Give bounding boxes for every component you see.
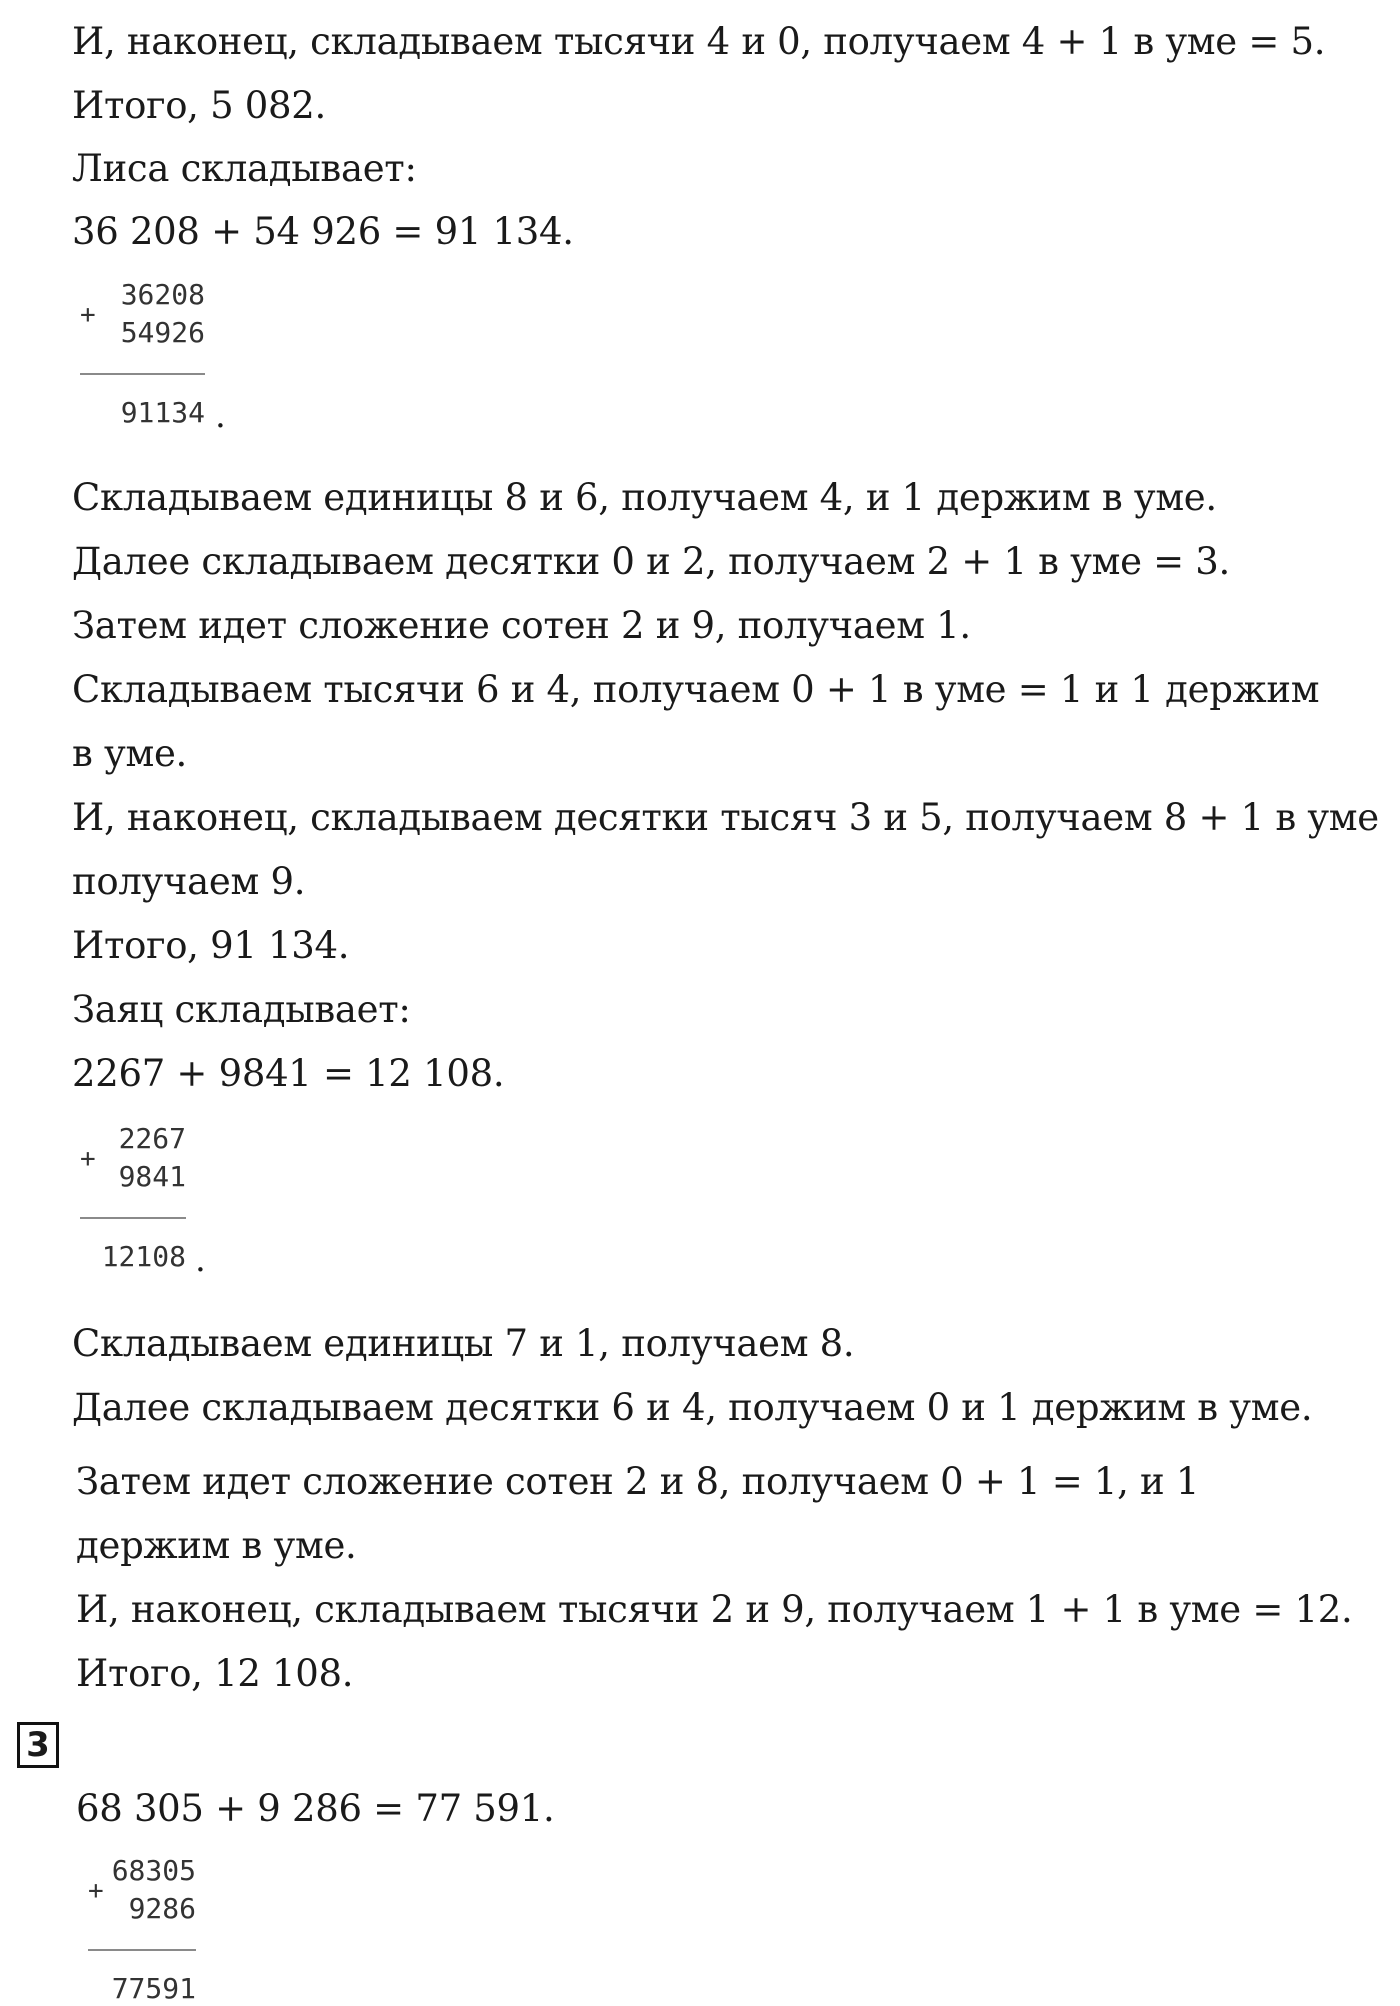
sum-result: 91134	[120, 396, 205, 429]
sum-result: 77591	[111, 1972, 196, 2005]
sum-line	[88, 1949, 196, 1951]
text-line: Лиса складывает:	[72, 147, 417, 190]
task-number-badge: 3	[17, 1722, 59, 1768]
text-line: Затем идет сложение сотен 2 и 9, получаем 1.	[72, 604, 971, 647]
period: .	[195, 1240, 206, 1280]
text-line: И, наконец, складываем десятки тысяч 3 и 5, получаем 8 + 1 в уме	[72, 796, 1379, 839]
period: .	[215, 396, 226, 436]
sum-result: 12108	[101, 1240, 186, 1273]
equation-line: 2267 + 9841 = 12 108.	[72, 1052, 505, 1095]
sum-line	[80, 1217, 186, 1219]
column-addition	[80, 1122, 206, 1282]
addend-top: 2267	[118, 1122, 186, 1155]
text-line: Итого, 5 082.	[72, 84, 326, 127]
plus-sign: +	[80, 1144, 96, 1174]
text-line: Далее складываем десятки 0 и 2, получаем 2 + 1 в уме = 3.	[72, 540, 1231, 583]
text-line: И, наконец, складываем тысячи 4 и 0, получаем 4 + 1 в уме = 5.	[72, 20, 1326, 63]
addend-bottom: 54926	[120, 316, 205, 349]
text-line: держим в уме.	[76, 1524, 357, 1567]
addend-top: 68305	[111, 1854, 196, 1887]
equation-line: 36 208 + 54 926 = 91 134.	[72, 210, 574, 253]
addend-bottom: 9286	[128, 1892, 196, 1925]
text-line: Далее складываем десятки 6 и 4, получаем 0 и 1 держим в уме.	[72, 1386, 1313, 1429]
equation-line: 68 305 + 9 286 = 77 591.	[76, 1787, 555, 1830]
text-line: в уме.	[72, 732, 187, 775]
column-addition	[80, 278, 226, 438]
sum-line	[80, 373, 205, 375]
text-line: получаем 9.	[72, 860, 306, 903]
plus-sign: +	[80, 300, 96, 330]
text-line: Заяц складывает:	[72, 988, 411, 1031]
text-line: Складываем тысячи 6 и 4, получаем 0 + 1 в уме = 1 и 1 держим	[72, 668, 1320, 711]
plus-sign: +	[88, 1876, 104, 1906]
text-line: Складываем единицы 7 и 1, получаем 8.	[72, 1322, 855, 1365]
addend-bottom: 9841	[118, 1160, 186, 1193]
text-line: Складываем единицы 8 и 6, получаем 4, и 1 держим в уме.	[72, 476, 1217, 519]
text-line: И, наконец, складываем тысячи 2 и 9, получаем 1 + 1 в уме = 12.	[76, 1588, 1353, 1631]
column-addition	[88, 1854, 196, 2003]
text-line: Итого, 91 134.	[72, 924, 350, 967]
text-line: Затем идет сложение сотен 2 и 8, получаем 0 + 1 = 1, и 1	[76, 1460, 1200, 1503]
text-line: Итого, 12 108.	[76, 1652, 354, 1695]
addend-top: 36208	[120, 278, 205, 311]
